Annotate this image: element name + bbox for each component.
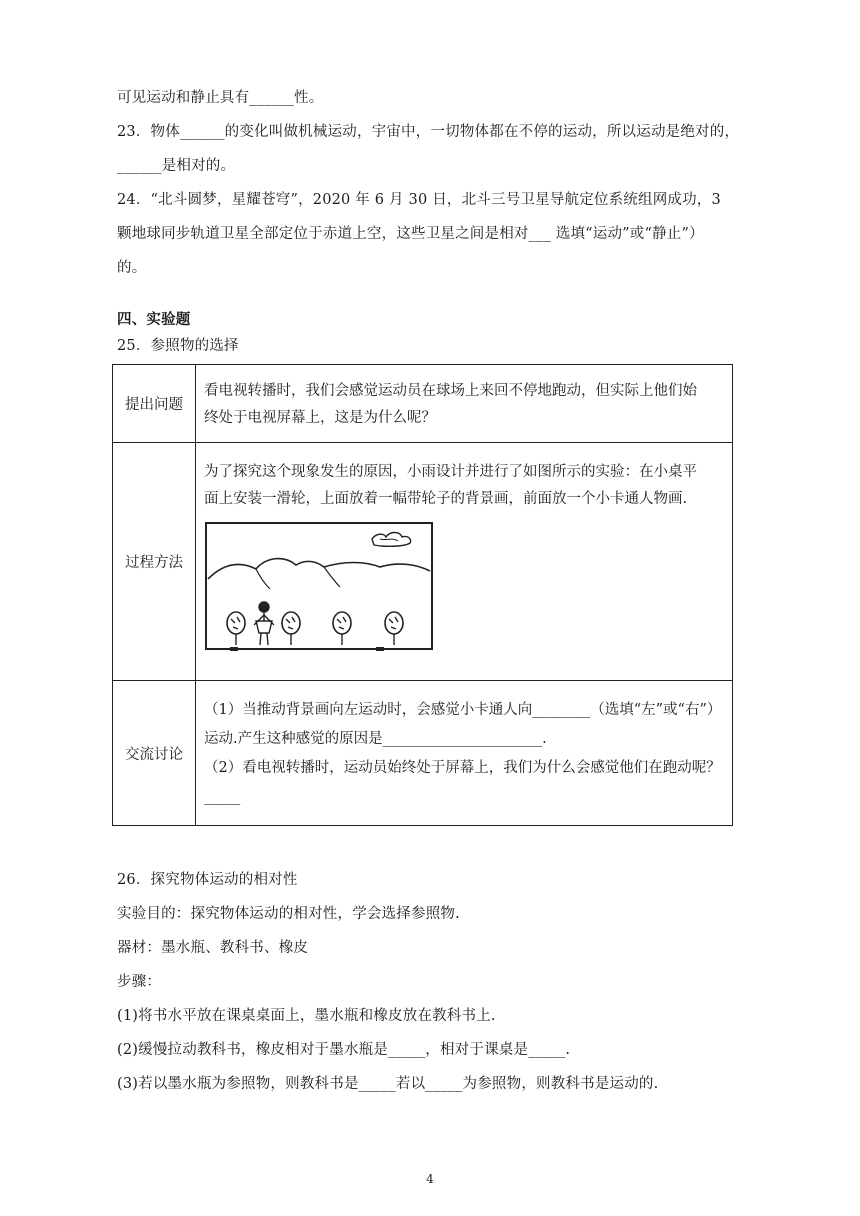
question-26-step-1: (1)将书水平放在课桌桌面上，墨水瓶和橡皮放在教科书上. [117, 1008, 496, 1024]
table-row [113, 365, 733, 443]
question-26-steps-label: 步骤： [117, 974, 162, 990]
section-heading: 四、实验题 [117, 311, 191, 328]
table-row [113, 681, 733, 826]
row-text-line: 看电视转播时，我们会感觉运动员在球场上来回不停地跑动，但实际上他们始 [204, 382, 697, 399]
question-23-line-1: 23．物体______的变化叫做机械运动，宇宙中，一切物体都在不停的运动，所以运动是绝对的， [117, 124, 740, 140]
question-24-line-3: 的。 [117, 260, 147, 276]
row-text-line: 为了探究这个现象发生的原因，小雨设计并进行了如图所示的实验：在小桌平 [204, 463, 697, 480]
question-26-title: 26．探究物体运动的相对性 [117, 872, 298, 888]
question-26-purpose: 实验目的：探究物体运动的相对性，学会选择参照物. [117, 906, 460, 922]
row-label-question: 提出问题 [113, 365, 196, 443]
row-text-line: 面上安装一滑轮，上面放着一幅带轮子的背景画，前面放一个小卡通人物画. [204, 490, 688, 507]
row-label-discussion: 交流讨论 [113, 681, 196, 826]
question-26-step-3: (3)若以墨水瓶为参照物，则教科书是_____若以_____为参照物，则教科书是运动的. [117, 1076, 659, 1092]
line-continuation: 可见运动和静止具有______性。 [117, 90, 324, 106]
row-text-line: _____ [204, 789, 241, 805]
row-text-line: （2）看电视转播时，运动员始终处于屏幕上，我们为什么会感觉他们在跑动呢？ [204, 760, 721, 776]
question-24-line-1: 24．“北斗圆梦，星耀苍穹”，2020 年 6 月 30 日，北斗三号卫星导航定位系统组网成功，3 [117, 192, 721, 208]
question-25-title: 25．参照物的选择 [117, 338, 239, 354]
question-26-materials: 器材：墨水瓶、教科书、橡皮 [117, 940, 309, 956]
row-text-line: （1）当推动背景画向左运动时，会感觉小卡通人向________（选填“左”或“右”） [204, 702, 722, 718]
experiment-table [112, 364, 733, 826]
row-content-discussion [196, 681, 733, 826]
row-label-method: 过程方法 [113, 443, 196, 681]
row-text-line: 运动.产生这种感觉的原因是______________________. [204, 731, 547, 747]
question-26-step-2: (2)缓慢拉动教科书，橡皮相对于墨水瓶是_____，相对于课桌是_____. [117, 1042, 571, 1058]
row-content-method [196, 443, 733, 681]
row-content-question [196, 365, 733, 443]
question-23-line-2: ______是相对的。 [117, 158, 236, 174]
question-24-line-2: 颗地球同步轨道卫星全部定位于赤道上空，这些卫星之间是相对___ 选填“运动”或“静止”） [117, 226, 704, 242]
page-number: 4 [426, 1172, 434, 1186]
table-row [113, 443, 733, 681]
row-text-line: 终处于电视屏幕上，这是为什么呢？ [204, 409, 436, 426]
experiment-illustration [204, 521, 436, 661]
